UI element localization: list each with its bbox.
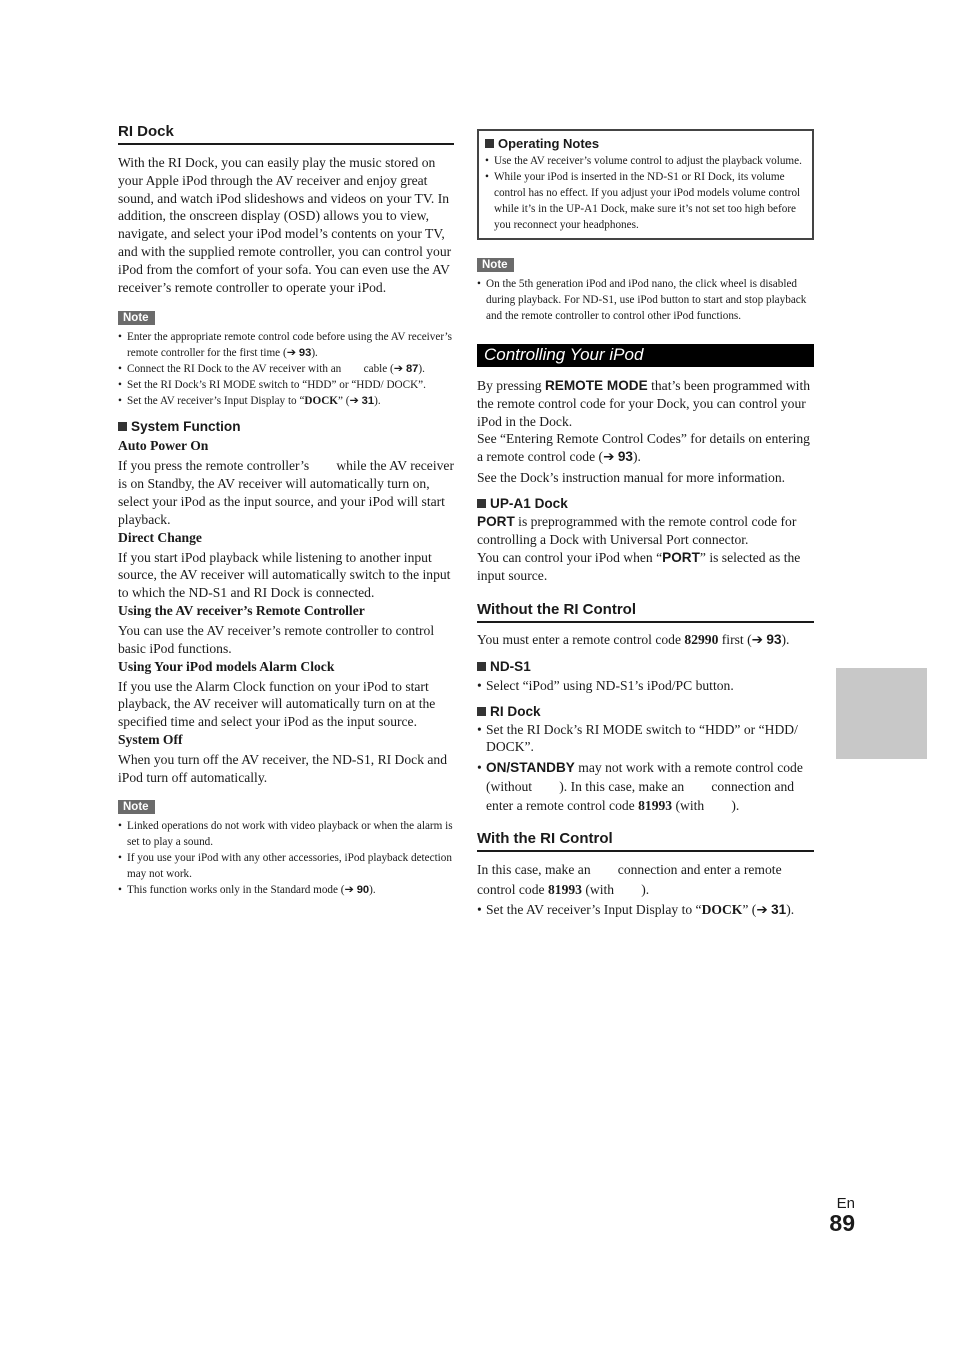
up-a1-para-1: PORT is preprogrammed with the remote control code for controlling a Dock with Universal Port connector. [477,513,797,547]
item-text: You can use the AV receiver’s remote controller to control basic iPod functions. [118,622,435,656]
note-block-2 [118,797,454,898]
list-item: • Enter the appropriate remote control code before using the AV receiver’s remote controller for the first time (➔ 93). [118,329,454,361]
page-number-block [829,1195,855,1237]
item-text: When you turn off the AV receiver, the ND-S1, RI Dock and iPod turn off automatically. [118,751,448,785]
language-label: En [836,1195,855,1212]
with-ri-para: In this case, make an connection and enter a remote control code 81993 (with ). [477,861,786,897]
list-item: • While your iPod is inserted in the ND-S1 or RI Dock, its volume control has no effect. If you adjust your iPod models volume control while it’s in the UP-A1 Dock, make sure it’s not set too high before you reconnect your headphones. [485,169,806,233]
item-title: Using the AV receiver’s Remote Controller [118,602,365,618]
without-ri-heading: Without the RI Control [477,601,814,623]
up-a1-para-2: You can control your iPod when “PORT” is selected as the input source. [477,550,801,584]
note-block-3 [477,255,814,324]
page-number: 89 [829,1210,855,1236]
item-title: Direct Change [118,529,202,545]
operating-notes-list [485,153,806,233]
list-item: • Use the AV receiver’s volume control to adjust the playback volume. [485,153,806,169]
square-bullet-icon [485,139,494,148]
ri-dock-intro: With the RI Dock, you can easily play the music stored on your Apple iPod through the AV receiver and enjoy great sound, and watch iPod slideshows and videos on your TV. In addition, the onscreen display (OSD) allows you to view, navigate, and select your iPod model’s contents on your TV, and with the supplied remote controller, you can control your iPod from the comfort of your sofa. You can even use the AV receiver’s remote controller to operate your iPod. [118,155,452,295]
list-item: • Select “iPod” using ND-S1’s iPod/PC button. [477,676,814,695]
list-item: • Set the RI Dock’s RI MODE switch to “HDD” or “HDD/ DOCK”. [477,721,814,756]
left-column [118,120,458,898]
square-bullet-icon [477,662,486,671]
with-ri-list [477,900,814,920]
operating-notes-box [477,129,814,240]
note-list [477,276,814,324]
item-title: System Off [118,731,183,747]
system-function-heading: System Function [118,418,454,436]
list-item: • ON/STANDBY may not work with a remote control code (without ). In this case, make an connection and enter a remote control code 81993 (with ). [477,758,814,815]
square-bullet-icon [477,499,486,508]
controlling-para-2: See “Entering Remote Control Codes” for details on entering a remote control code (➔ 93). [477,431,810,466]
without-ri-para: You must enter a remote control code 82990 first (➔ 93). [477,631,790,648]
list-item: • If you use your iPod with any other accessories, iPod playback detection may not work. [118,850,454,882]
note-list [118,329,454,409]
right-column [477,129,814,920]
item-text: If you press the remote controller’s while the AV receiver is on Standby, the AV receiver will automatically turn on, select your iPod as the input source, and your iPod will start playback. [118,458,458,527]
note-label: Note [118,311,155,325]
note-block-1 [118,308,454,409]
item-title: Using Your iPod models Alarm Clock [118,658,335,674]
ri-dock-list [477,721,814,815]
controlling-para-3: See the Dock’s instruction manual for more information. [477,469,786,485]
ri-dock-heading: RI Dock [118,123,454,145]
item-title: Auto Power On [118,438,209,454]
controlling-para-1: By pressing REMOTE MODE that’s been programmed with the remote control code for your Dock, you can control your iPod in the Dock. [477,378,811,429]
note-label: Note [118,800,155,814]
nd-s1-heading: ND-S1 [477,658,814,676]
nd-s1-list [477,676,814,695]
system-function-section [118,418,458,786]
list-item: • Set the AV receiver’s Input Display to “DOCK” (➔ 31). [118,393,454,409]
list-item: • This function works only in the Standard mode (➔ 90). [118,882,454,898]
square-bullet-icon [118,422,127,431]
controlling-your-ipod-banner: Controlling Your iPod [477,344,814,367]
item-text: If you use the Alarm Clock function on your iPod to start playback, the AV receiver will automatically turn on at the specified time and select your iPod as the input source. [118,678,436,730]
item-text: If you start iPod playback while listening to another input source, the AV receiver will automatically switch to the input to which the ND-S1 and RI Dock is connected. [118,549,451,601]
operating-notes-heading: Operating Notes [485,135,806,153]
ri-dock-subheading: RI Dock [477,703,814,721]
list-item: • Set the RI Dock’s RI MODE switch to “HDD” or “HDD/ DOCK”. [118,377,454,393]
list-item: • Connect the RI Dock to the AV receiver with an cable (➔ 87). [118,361,454,377]
list-item: • Linked operations do not work with video playback or when the alarm is set to play a sound. [118,818,454,850]
list-item: • On the 5th generation iPod and iPod nano, the click wheel is disabled during playback. For ND-S1, use iPod button to start and stop playback and the remote controller to control other iPod functions. [477,276,814,324]
up-a1-heading: UP-A1 Dock [477,495,814,513]
note-label: Note [477,258,514,272]
note-list [118,818,454,898]
chapter-tab [836,668,927,759]
square-bullet-icon [477,707,486,716]
with-ri-heading: With the RI Control [477,830,814,852]
list-item: • Set the AV receiver’s Input Display to “DOCK” (➔ 31). [477,900,814,920]
